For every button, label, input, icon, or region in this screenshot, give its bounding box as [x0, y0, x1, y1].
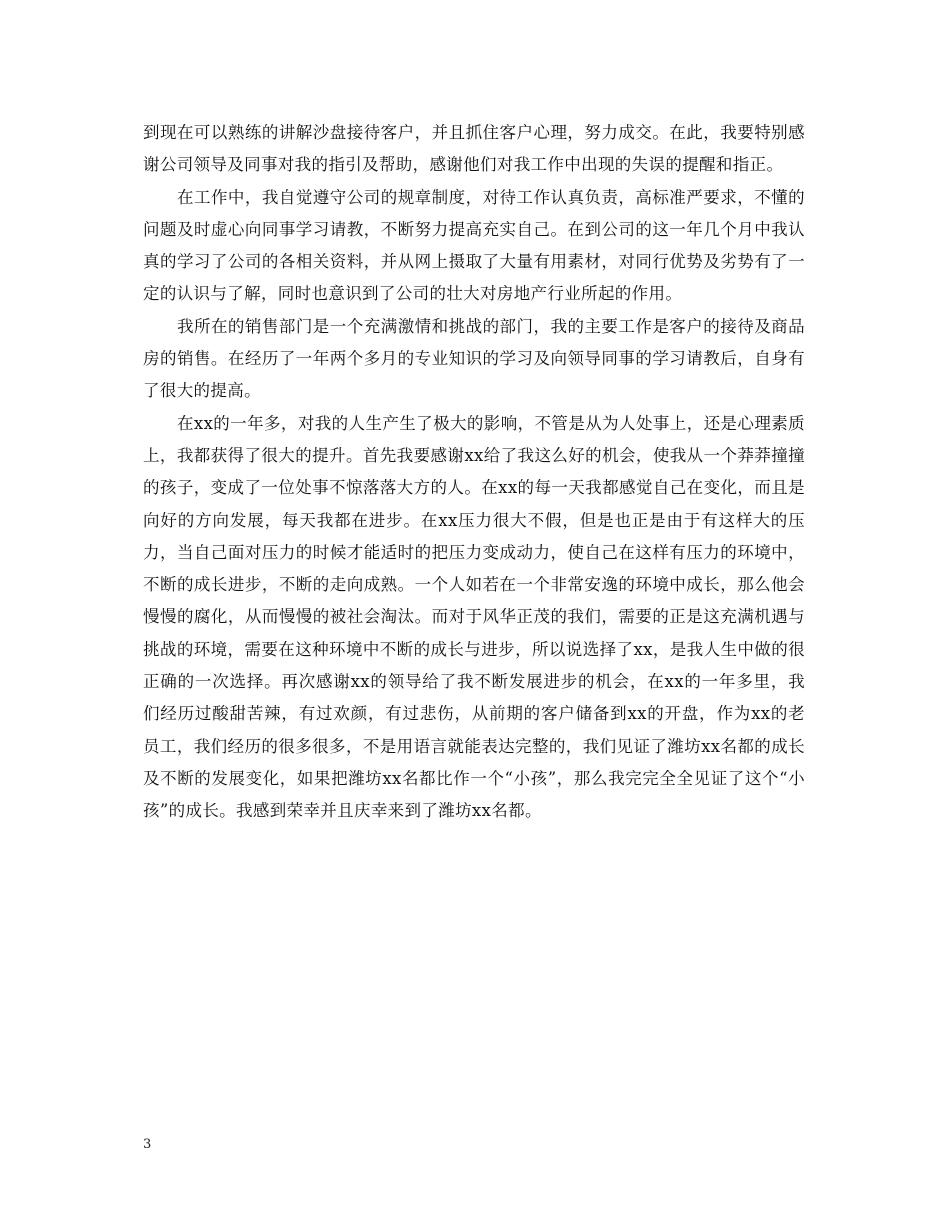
paragraph-3: 我所在的销售部门是一个充满激情和挑战的部门，我的主要工作是客户的接待及商品房的销售。在经历了一年两个多月的专业知识的学习及向领导同事的学习请教后，自身有了很大的提高。: [143, 316, 805, 401]
page-number: 3: [143, 1137, 152, 1152]
document-body: [143, 117, 805, 828]
paragraph-1: 到现在可以熟练的讲解沙盘接待客户，并且抓住客户心理，努力成交。在此，我要特别感谢公司领导及同事对我的指引及帮助，感谢他们对我工作中出现的失误的提醒和指正。: [143, 123, 805, 175]
paragraph-4: 在xx的一年多，对我的人生产生了极大的影响，不管是从为人处事上，还是心理素质上，我都获得了很大的提升。首先我要感谢xx给了我这么好的机会，使我从一个莽莽撞撞的孩子，变成了一位处事不惊落落大方的人。在xx的每一天我都感觉自己在变化，而且是向好的方向发展，每天我都在进步。在xx压力很大不假，但是也正是由于有这样大的压力，当自己面对压力的时候才能适时的把压力变成动力，使自己在这样有压力的环境中，不断的成长进步，不断的走向成熟。一个人如若在一个非常安逸的环境中成长，那么他会慢慢的腐化，从而慢慢的被社会淘汰。而对于风华正茂的我们，需要的正是这充满机遇与挑战的环境，需要在这种环境中不断的成长与进步，所以说选择了xx，是我人生中做的很正确的一次选择。再次感谢xx的领导给了我不断发展进步的机会，在xx的一年多里，我们经历过酸甜苦辣，有过欢颜，有过悲伤，从前期的客户储备到xx的开盘，作为xx的老员工，我们经历的很多很多，不是用语言就能表达完整的，我们见证了潍坊xx名都的成长及不断的发展变化，如果把潍坊xx名都比作一个“小孩”，那么我完完全全见证了这个“小孩”的成长。我感到荣幸并且庆幸来到了潍坊xx名都。: [143, 413, 805, 821]
paragraph-2: 在工作中，我自觉遵守公司的规章制度，对待工作认真负责，高标准严要求，不懂的问题及时虚心向同事学习请教，不断努力提高充实自己。在到公司的这一年几个月中我认真的学习了公司的各相关资料，并从网上摄取了大量有用素材，对同行优势及劣势有了一定的认识与了解，同时也意识到了公司的壮大对房地产行业所起的作用。: [143, 187, 805, 304]
